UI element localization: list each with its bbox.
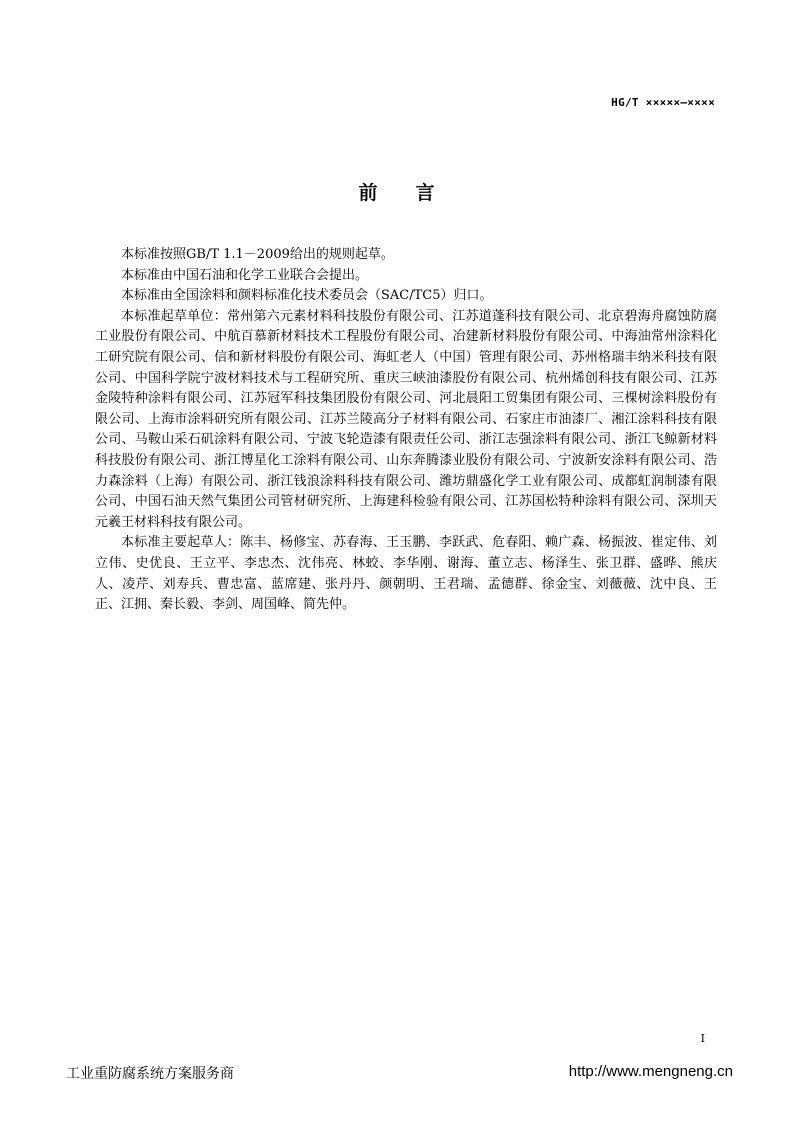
page-title: 前言: [358, 182, 473, 204]
paragraph-drafting-units: 本标准起草单位：常州第六元素材料科技股份有限公司、江苏道蓬科技有限公司、北京碧海舟腐蚀防腐工业股份有限公司、中航百慕新材料技术工程股份有限公司、冶建新材料股份有限公司、中海油常州涂料化工研究院有限公司、信和新材料股份有限公司、海虹老人（中国）管理有限公司、苏州格瑞丰纳米科技有限公司、中国科学院宁波材料技术与工程研究所、重庆三峡油漆股份有限公司、杭州烯创科技有限公司、江苏金陵特种涂料有限公司、江苏冠军科技集团股份有限公司、河北晨阳工贸集团有限公司、三棵树涂料股份有限公司、上海市涂料研究所有限公司、江苏兰陵高分子材料有限公司、石家庄市油漆厂、湘江涂料科技有限公司、马鞍山采石矶涂料有限公司、宁波飞轮造漆有限责任公司、浙江志强涂料有限公司、浙江飞鲸新材料科技股份有限公司、浙江博星化工涂料有限公司、山东奔腾漆业股份有限公司、宁波新安涂料有限公司、浩力森涂料（上海）有限公司、浙江钱浪涂料科技有限公司、潍坊鼎盛化学工业有限公司、成都虹润制漆有限公司、中国石油天然气集团公司管材研究所、上海建科检验有限公司、江苏国松特种涂料有限公司、深圳天元羲王材料科技有限公司。: [95, 308, 717, 530]
paragraph-drafters: 本标准主要起草人：陈丰、杨修宝、苏春海、王玉鹏、李跃武、危春阳、赖广森、杨振波、崔定伟、刘立伟、史优良、王立平、李忠杰、沈伟亮、林蛟、李华刚、谢海、董立志、杨泽生、张卫群、盛晔、熊庆人、凌芹、刘寿兵、曹忠富、蓝席建、张丹丹、颜朝明、王君瑞、孟德群、徐金宝、刘薇薇、沈中良、王正、江拥、秦长毅、李剑、周国峰、简先仲。: [95, 535, 717, 613]
paragraph-drafting-rules: 本标准按照GB/T 1.1－2009给出的规则起草。: [121, 247, 394, 262]
footer-slogan: 工业重防腐系统方案服务商: [66, 1066, 234, 1082]
standard-code: HG/T ×××××—××××: [611, 96, 715, 109]
page-number: I: [700, 1032, 705, 1045]
document-body: [95, 245, 717, 616]
paragraph-jurisdiction: 本标准由全国涂料和颜料标准化技术委员会（SAC/TC5）归口。: [121, 288, 493, 304]
footer-url: http://www.mengneng.cn: [568, 1063, 733, 1080]
paragraph-proposer: 本标准由中国石油和化学工业联合会提出。: [121, 267, 369, 283]
